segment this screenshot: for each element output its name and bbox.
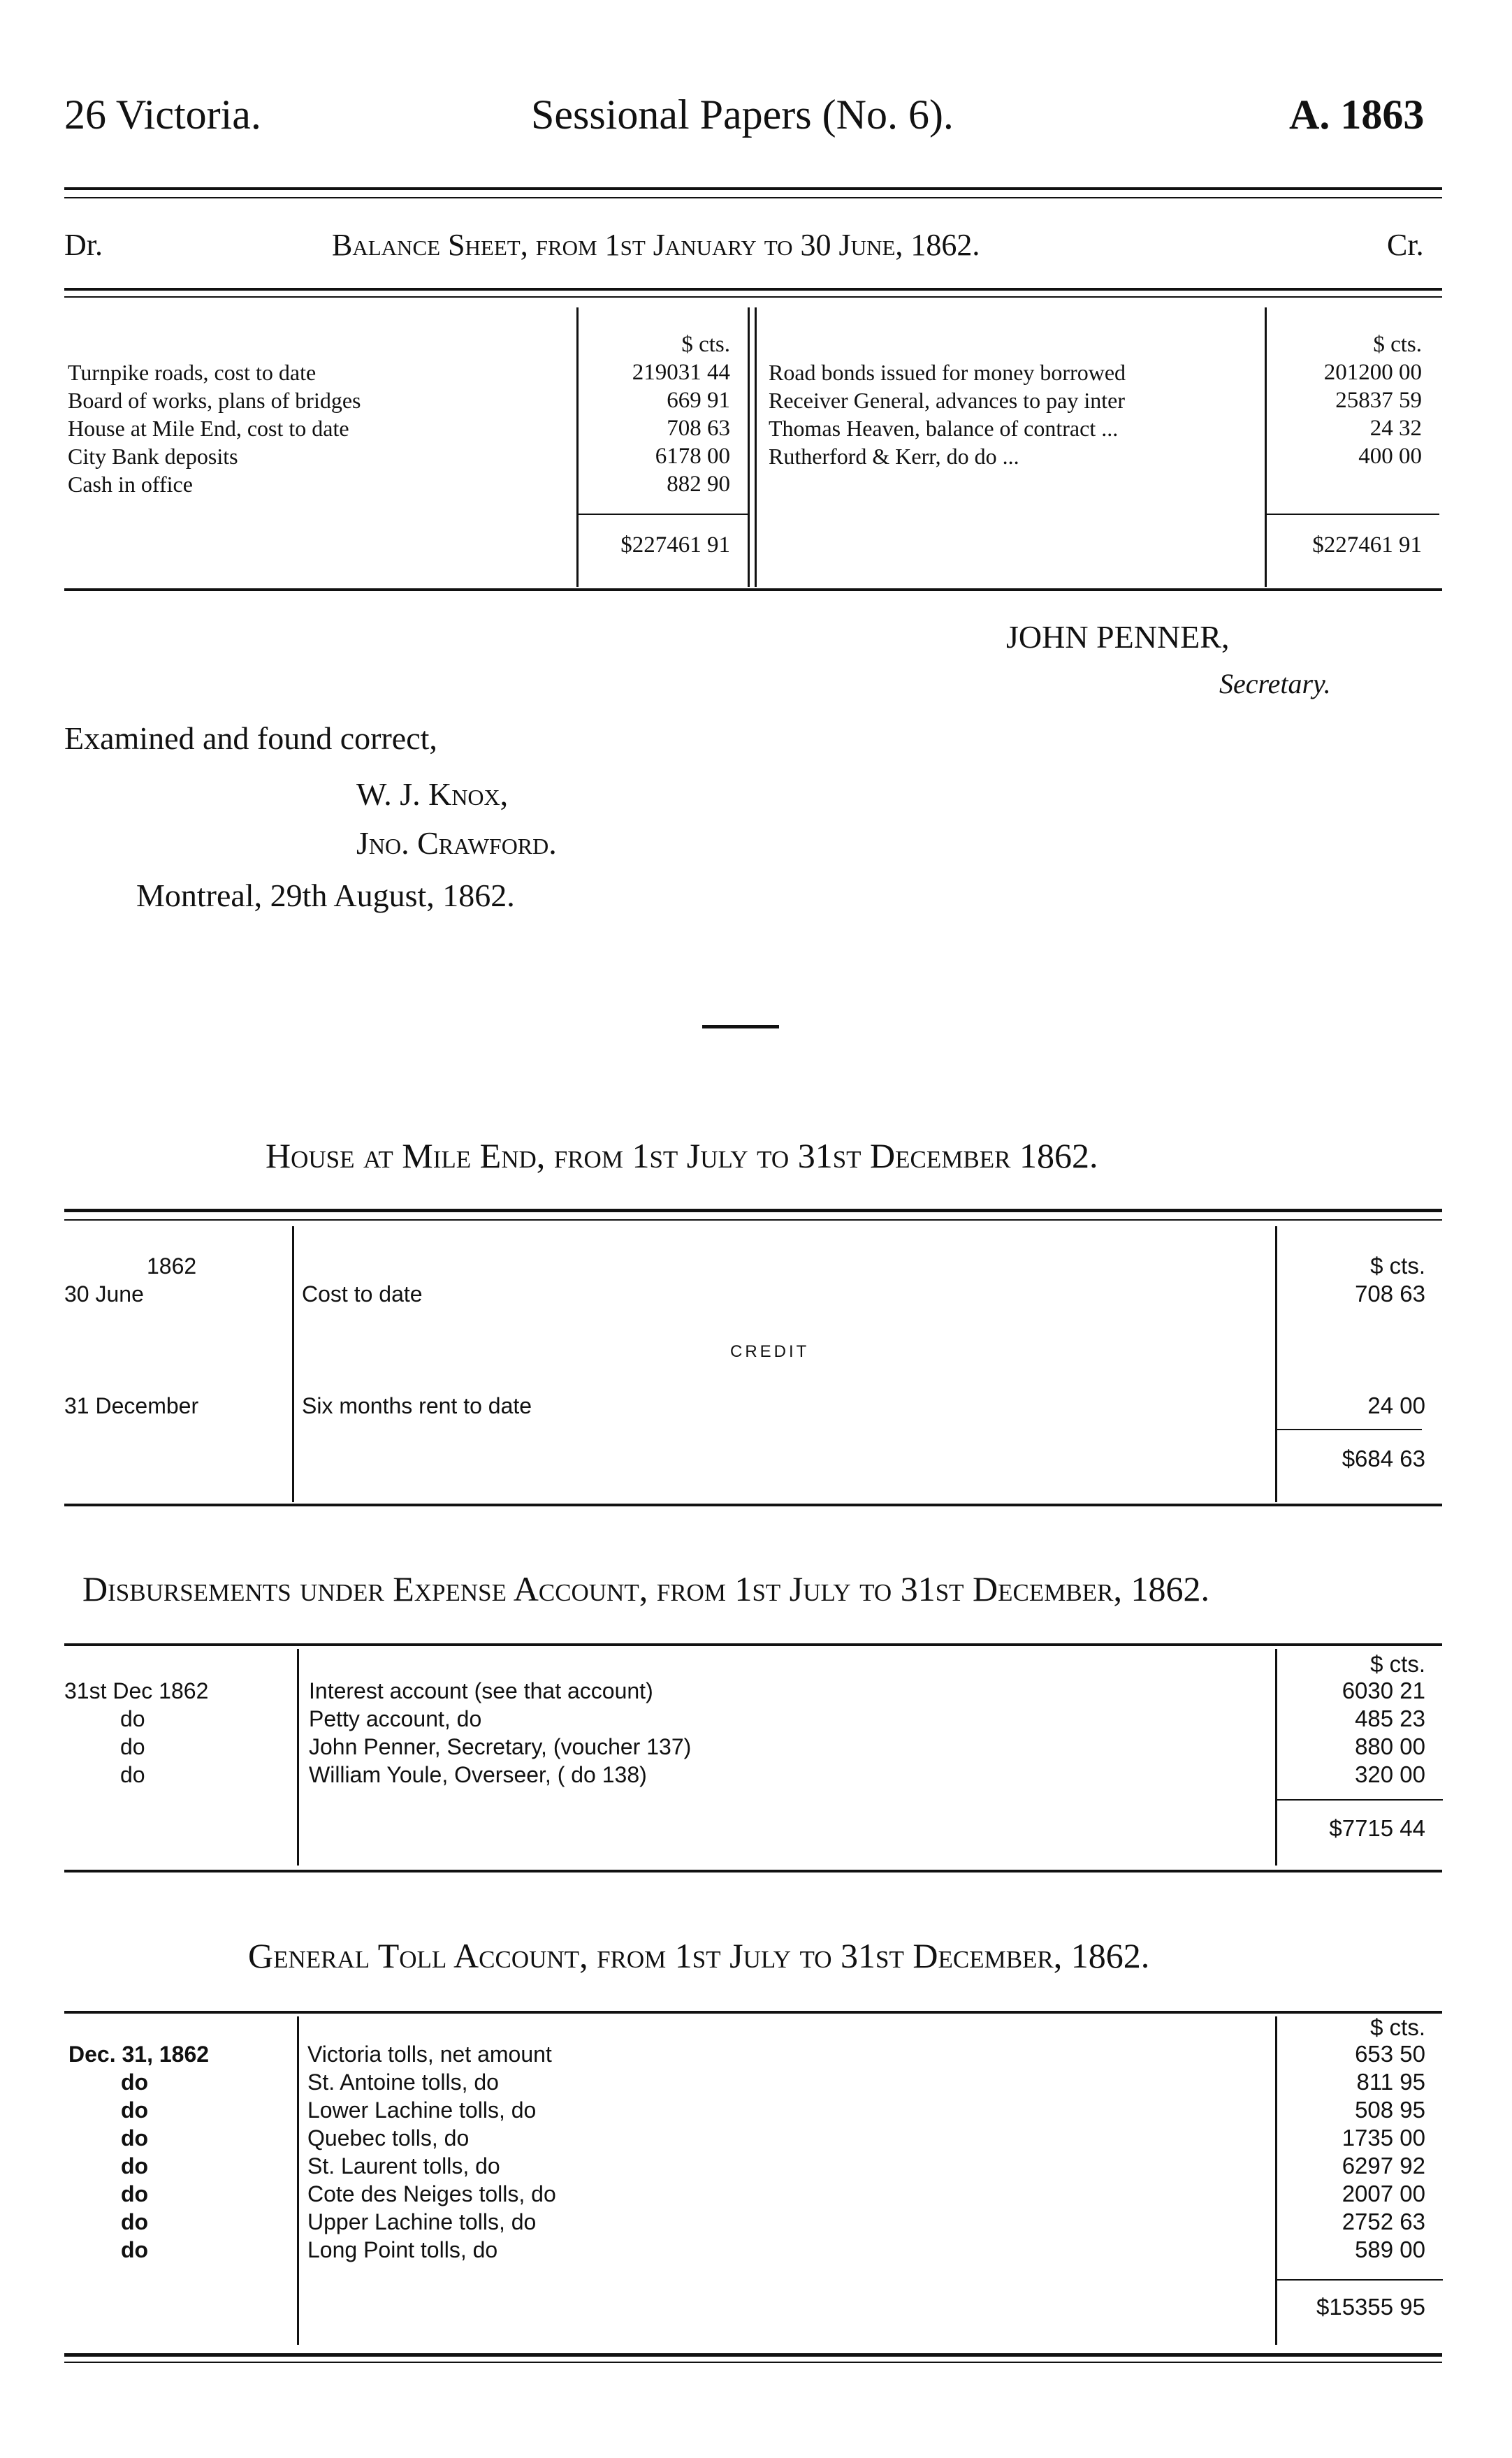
- list-item: Petty account, do: [309, 1706, 482, 1731]
- header-rule-top: [64, 187, 1442, 190]
- balance-sheet-title: Balance Sheet, from 1st January to 30 June, 1862.: [332, 228, 980, 262]
- general-toll-total: $15355 95: [1316, 2294, 1425, 2320]
- date-cell: Dec. 31, 1862: [68, 2042, 210, 2067]
- amount: 882 90: [667, 472, 730, 497]
- examined-text: Examined and found correct,: [64, 720, 437, 756]
- general-toll-vrule-1: [297, 2016, 299, 2345]
- mile-end-total-rule: [1275, 1429, 1422, 1430]
- cr-label: Cr.: [1387, 228, 1424, 262]
- amount: 6030 21: [1342, 1678, 1425, 1703]
- section-divider: [702, 1025, 779, 1028]
- disbursements-labels: [309, 1677, 1266, 1789]
- amount: 811 95: [1356, 2069, 1425, 2095]
- place-date: Montreal, 29th August, 1862.: [136, 878, 515, 913]
- amount: 6297 92: [1342, 2153, 1425, 2179]
- mile-end-date-2: 31 December: [64, 1393, 199, 1418]
- left-total: $227461 91: [620, 532, 730, 558]
- examiner-2: Jno. Crawford.: [356, 825, 557, 861]
- list-item: Board of works, plans of bridges: [68, 388, 361, 413]
- mile-end-rule-top: [64, 1209, 1442, 1212]
- header-center: Sessional Papers (No. 6).: [531, 92, 954, 138]
- signature-name: JOHN PENNER,: [1006, 619, 1230, 655]
- credit-label: CREDIT: [730, 1342, 810, 1361]
- header-right: A. 1863: [1289, 92, 1425, 138]
- general-toll-total-rule: [1275, 2279, 1443, 2281]
- disbursements-total: $7715 44: [1329, 1815, 1425, 1841]
- list-item: Cote des Neiges tolls, do: [307, 2181, 556, 2206]
- list-item: Turnpike roads, cost to date: [68, 360, 317, 385]
- disbursements-rule-bottom: [64, 1870, 1442, 1872]
- amount: 669 91: [667, 388, 730, 413]
- list-item: Receiver General, advances to pay inter: [769, 388, 1125, 413]
- general-toll-rule-bottom2: [64, 2362, 1442, 2363]
- left-total-rule: [576, 514, 748, 515]
- dr-label: Dr.: [64, 228, 103, 262]
- list-item: City Bank deposits: [68, 444, 238, 469]
- date-cell: do: [120, 1762, 145, 1787]
- right-total: $227461 91: [1312, 532, 1422, 558]
- date-cell: do: [121, 2153, 149, 2179]
- general-toll-labels: [307, 2040, 1265, 2264]
- balance-vrule-4: [1265, 307, 1267, 587]
- disbursements-vrule-1: [297, 1649, 299, 1866]
- disbursements-title: Disbursements under Expense Account, from 1st July to 31st December, 1862.: [82, 1569, 1209, 1608]
- list-item: William Youle, Overseer, ( do 138): [309, 1762, 647, 1787]
- amount: 25837 59: [1335, 388, 1422, 413]
- header-rule-bottom: [64, 197, 1442, 198]
- examiner-1: W. J. Knox,: [356, 776, 509, 812]
- amount: 2752 63: [1342, 2209, 1425, 2234]
- list-item: Rutherford & Kerr, do do ...: [769, 444, 1019, 469]
- mile-end-rule-bottom: [64, 1504, 1442, 1506]
- disbursements-dates: [64, 1677, 295, 1789]
- disbursements-amounts: [1279, 1677, 1425, 1789]
- date-cell: do: [121, 2209, 149, 2234]
- amount: 201200 00: [1323, 360, 1422, 385]
- amount: 485 23: [1355, 1706, 1425, 1731]
- date-cell: do: [121, 2070, 149, 2095]
- date-cell: do: [120, 1706, 145, 1731]
- general-toll-rule-bottom: [64, 2353, 1442, 2357]
- amount: 653 50: [1355, 2041, 1425, 2067]
- currency-head-left: $ cts.: [681, 332, 730, 357]
- list-item: Quebec tolls, do: [307, 2125, 470, 2151]
- general-toll-vrule-2: [1275, 2016, 1277, 2345]
- list-item: Long Point tolls, do: [307, 2237, 498, 2262]
- balance-right-amounts: [1268, 358, 1422, 470]
- general-toll-title: General Toll Account, from 1st July to 31st December, 1862.: [248, 1936, 1150, 1975]
- list-item: Road bonds issued for money borrowed: [769, 360, 1126, 385]
- general-toll-currency-head: $ cts.: [1370, 2014, 1425, 2040]
- amount: 400 00: [1358, 444, 1422, 469]
- date-cell: do: [121, 2181, 149, 2206]
- list-item: Lower Lachine tolls, do: [307, 2097, 537, 2123]
- mile-end-date-1: 30 June: [64, 1281, 144, 1307]
- date-cell: 31st Dec 1862: [64, 1678, 209, 1703]
- amount: 320 00: [1355, 1761, 1425, 1787]
- mile-end-vrule-2: [1275, 1226, 1277, 1502]
- date-cell: do: [120, 1734, 145, 1759]
- list-item: House at Mile End, cost to date: [68, 416, 349, 441]
- mile-end-label-1: Cost to date: [302, 1281, 423, 1307]
- balance-vrule-3: [755, 307, 757, 587]
- mile-end-rule-top2: [64, 1219, 1442, 1221]
- amount: 589 00: [1355, 2237, 1425, 2262]
- list-item: Victoria tolls, net amount: [307, 2042, 552, 2067]
- balance-rule-top: [64, 288, 1442, 291]
- disbursements-rule-top: [64, 1643, 1442, 1646]
- mile-end-total: $684 63: [1342, 1446, 1425, 1471]
- date-cell: do: [121, 2097, 149, 2123]
- general-toll-rule-top: [64, 2011, 1442, 2014]
- date-cell: do: [121, 2237, 149, 2262]
- date-cell: do: [121, 2125, 149, 2151]
- disbursements-total-rule: [1275, 1799, 1443, 1801]
- general-toll-amounts: [1279, 2040, 1425, 2264]
- amount: 1735 00: [1342, 2125, 1425, 2151]
- balance-right-rows: [769, 358, 1258, 470]
- amount: 6178 00: [655, 444, 730, 469]
- balance-rule-top2: [64, 296, 1442, 298]
- amount: 219031 44: [632, 360, 730, 385]
- list-item: Interest account (see that account): [309, 1678, 653, 1703]
- mile-end-label-2: Six months rent to date: [302, 1393, 532, 1418]
- balance-left-rows: [68, 358, 571, 498]
- disbursements-vrule-2: [1275, 1649, 1277, 1866]
- amount: 708 63: [667, 416, 730, 441]
- list-item: Cash in office: [68, 472, 193, 497]
- list-item: John Penner, Secretary, (voucher 137): [309, 1734, 692, 1759]
- balance-left-amounts: [580, 358, 730, 498]
- mile-end-amount-1: 708 63: [1355, 1281, 1425, 1307]
- list-item: St. Laurent tolls, do: [307, 2153, 500, 2179]
- mile-end-amount-2: 24 00: [1367, 1392, 1425, 1418]
- disbursements-currency-head: $ cts.: [1370, 1651, 1425, 1677]
- general-toll-dates: [68, 2040, 292, 2264]
- amount: 880 00: [1355, 1733, 1425, 1759]
- signature-title: Secretary.: [1219, 668, 1331, 699]
- balance-vrule-1: [576, 307, 579, 587]
- right-total-rule: [1265, 514, 1439, 515]
- list-item: St. Antoine tolls, do: [307, 2070, 499, 2095]
- list-item: Upper Lachine tolls, do: [307, 2209, 537, 2234]
- list-item: Thomas Heaven, balance of contract ...: [769, 416, 1119, 441]
- amount: 24 32: [1369, 416, 1422, 441]
- mile-end-year: 1862: [147, 1253, 197, 1279]
- amount: 2007 00: [1342, 2181, 1425, 2206]
- amount: 508 95: [1355, 2097, 1425, 2123]
- mile-end-title: House at Mile End, from 1st July to 31st December 1862.: [266, 1136, 1098, 1175]
- balance-vrule-2: [748, 307, 750, 587]
- balance-rule-bottom: [64, 588, 1442, 591]
- mile-end-vrule-1: [292, 1226, 294, 1502]
- mile-end-currency-head: $ cts.: [1370, 1253, 1425, 1279]
- currency-head-right: $ cts.: [1373, 332, 1422, 357]
- header-left: 26 Victoria.: [64, 92, 261, 138]
